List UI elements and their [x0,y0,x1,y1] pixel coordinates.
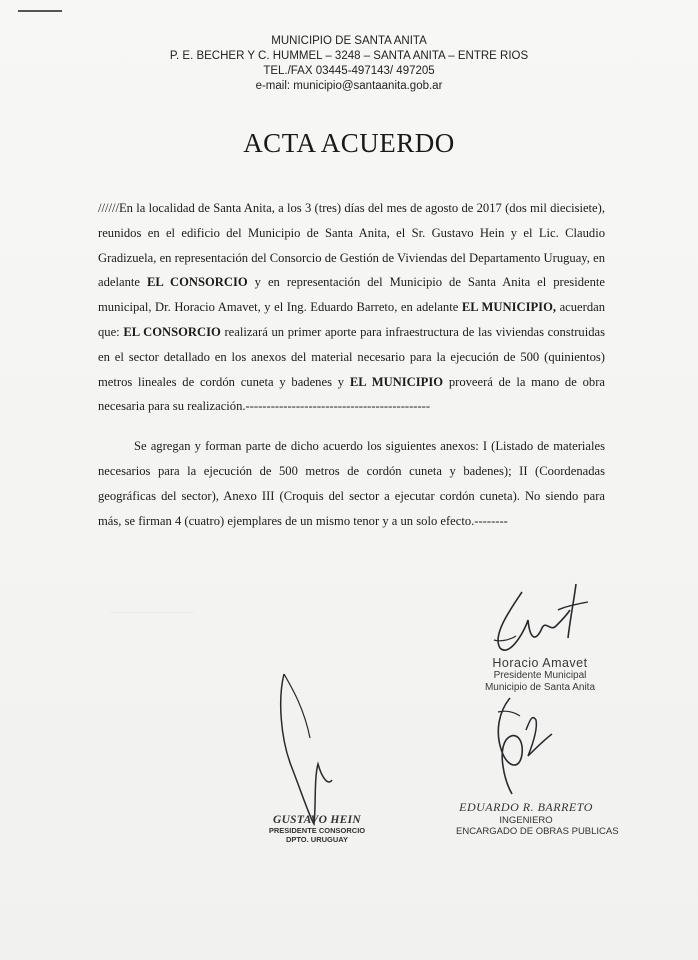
paragraph-text: acuerdan que: [98,300,606,339]
stamp-amavet [480,656,600,694]
stamp-hein [262,814,372,844]
letterhead [0,34,698,94]
paragraph-text: proveerá de la mano de obra necesaria para su realización.-------------------------------------------- [98,374,605,414]
bleed-through-text: ____________ [110,600,194,615]
signatory-name: GUSTAVO HEIN [272,814,362,826]
party-municipio: EL MUNICIPIO [349,374,444,389]
signatory-role: Presidente Municipal [493,670,587,681]
signatory-role: PRESIDENTE CONSORCIO [268,826,366,835]
signatory-name: Horacio Amavet [492,656,588,670]
signature-amavet [470,580,600,660]
letterhead-phone: TEL./FAX 03445-497143/ 497205 [263,65,435,77]
document-title: ACTA ACUERDO [243,128,455,158]
signatory-role: ENCARGADO DE OBRAS PUBLICAS [456,826,619,837]
signature-barreto-scribble [480,690,580,800]
party-consorcio: EL CONSORCIO [146,275,248,290]
signatory-title: INGENIERO [499,815,553,826]
paragraph-text: //////En la localidad de Santa Anita, a los 3 (tres) días del mes de agosto de 2017 (dos mil diecisiete), reunidos en el edificio del Municipio de Santa Anita, el Sr. Gustavo Hein y el Lic. Claudio Gradizuela, en representación del Consorcio de Gestión de Viviendas del Departamento Uruguay, en adelante [98,201,605,290]
letterhead-email: e-mail: municipio@santaanita.gob.ar [255,80,443,92]
signature-hein-scribble [270,668,350,828]
signature-amavet-scribble [470,580,600,660]
letterhead-municipality: MUNICIPIO DE SANTA ANITA [271,35,427,47]
signatory-entity: Municipio de Santa Anita [484,682,596,693]
signatory-entity: DPTO. URUGUAY [285,835,349,844]
corner-mark [18,10,62,12]
signature-hein [270,668,350,828]
paragraph-text: realizará un primer aporte para infraestructura de las viviendas construidas en el sector detallado en los anexos del material necesario para la ejecución de 500 (quinientos) metros lineales de cordón cuneta y badenes y [98,324,605,389]
document-body [98,196,605,533]
party-municipio: EL MUNICIPIO, [461,300,557,315]
paragraph-text: y en representación del Municipio de Santa Anita el presidente municipal, Dr. Horacio Amavet, y el Ing. Eduardo Barreto, en adelante [98,275,605,315]
party-consorcio: EL CONSORCIO [123,324,221,339]
signature-barreto [480,690,580,800]
stamp-barreto [456,800,619,837]
paragraph-agreement [98,196,605,419]
letterhead-address: P. E. BECHER Y C. HUMMEL – 3248 – SANTA ANITA – ENTRE RIOS [169,50,529,62]
signatory-name: EDUARDO R. BARRETO [459,800,593,814]
paragraph-annexes: Se agregan y forman parte de dicho acuerdo los siguientes anexos: I (Listado de materiales necesarios para la ejecución de 500 metros de cordón cuneta y badenes); II (Coordenadas geográficas del sector), Anexo III (Croquis del sector a ejecutar cordón cuneta). No siendo para más, se firman 4 (cuatro) ejemplares de un mismo tenor y a un solo efecto.-------- [98,439,605,528]
